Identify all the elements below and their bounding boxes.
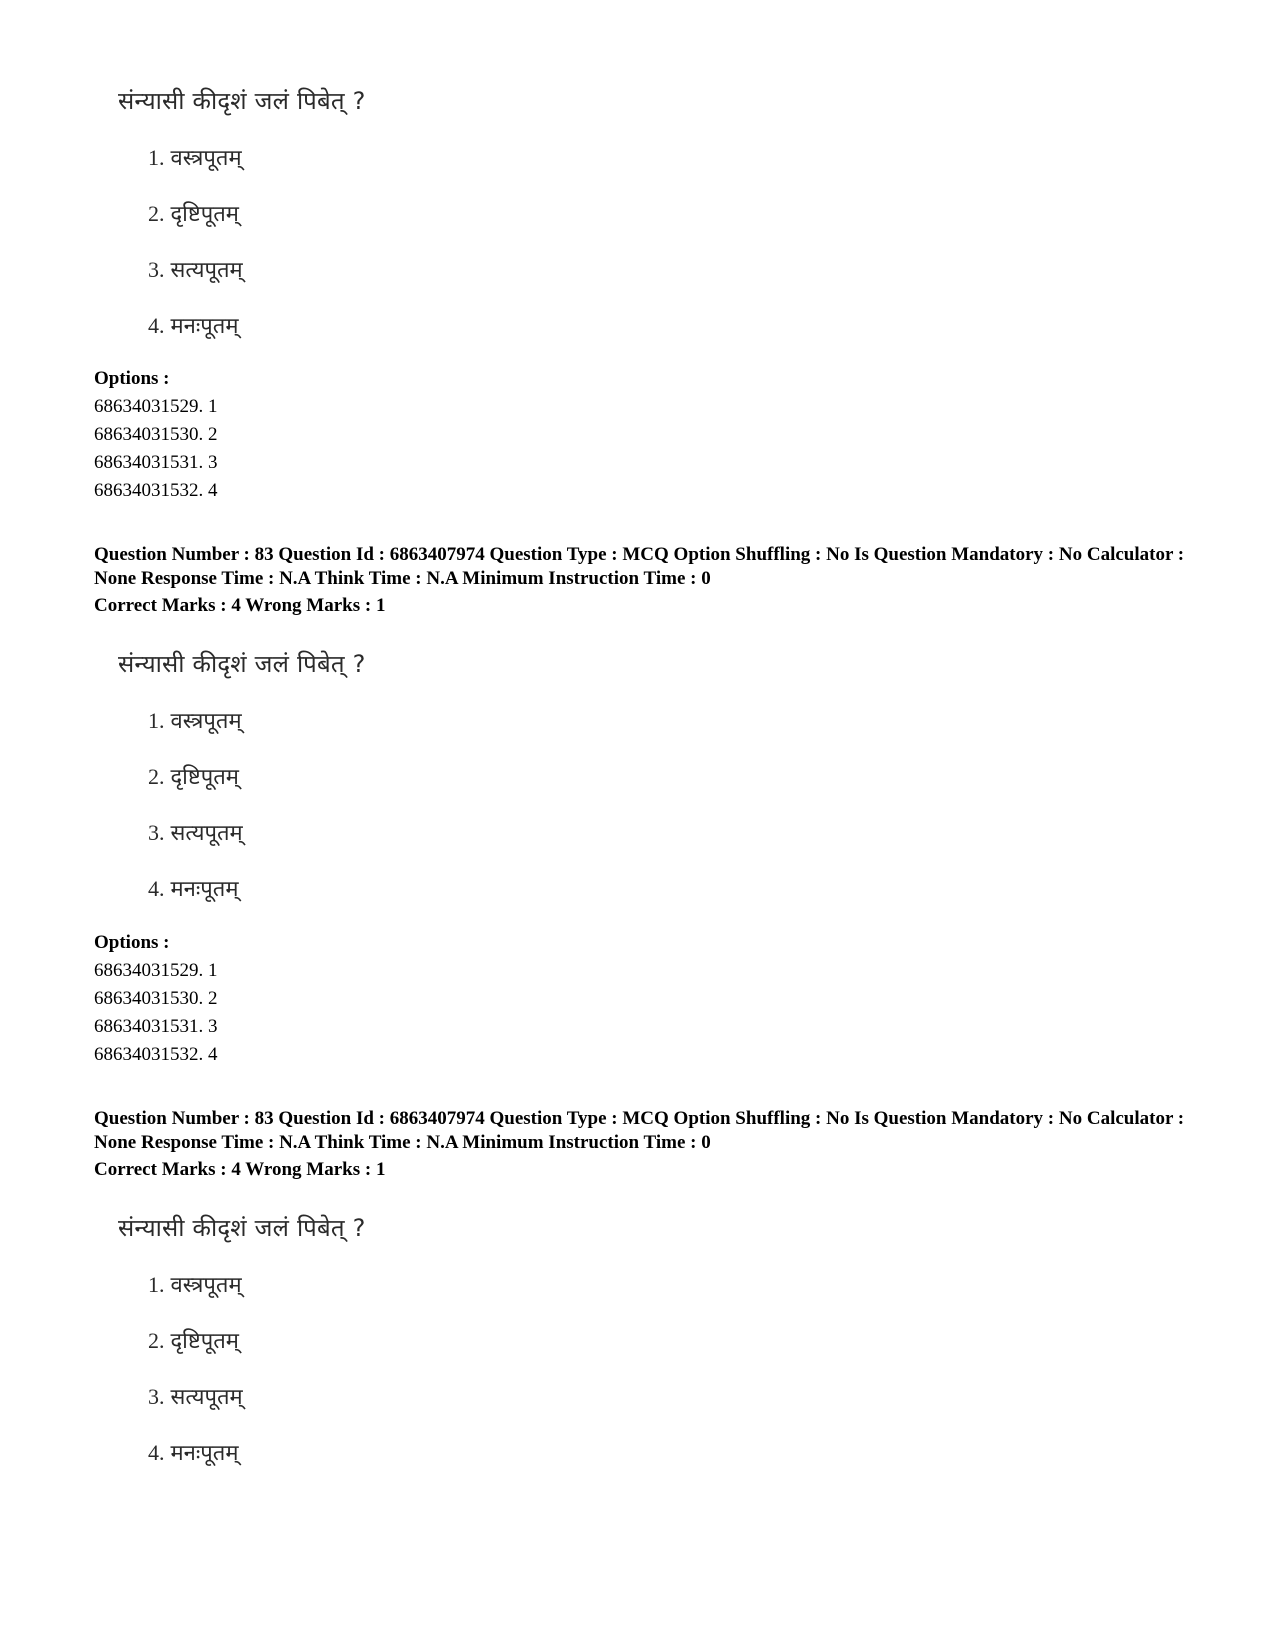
question-choice-2	[148, 761, 239, 791]
choice-number: 2.	[148, 1328, 165, 1353]
options-heading: Options :	[94, 932, 170, 953]
choice-text: सत्यपूतम्	[170, 258, 243, 283]
choice-number: 3.	[148, 257, 165, 282]
question-meta: Question Number : 83 Question Id : 6863407974 Question Type : MCQ Option Shuffling : No Is Question Mandatory : No Calculator : None Response Time : N.A Think Time : N.A Minimum Instruction Time : 0	[94, 544, 1185, 589]
question-choice-3	[148, 1381, 243, 1411]
question-marks: Correct Marks : 4 Wrong Marks : 1	[94, 595, 386, 616]
question-meta: Question Number : 83 Question Id : 6863407974 Question Type : MCQ Option Shuffling : No Is Question Mandatory : No Calculator : None Response Time : N.A Think Time : N.A Minimum Instruction Time : 0	[94, 1108, 1185, 1153]
option-id-line: 68634031530. 2	[94, 988, 218, 1009]
question-choice-2	[148, 1325, 239, 1355]
options-heading: Options :	[94, 368, 170, 389]
choice-number: 1.	[148, 1272, 165, 1297]
choice-number: 4.	[148, 876, 165, 901]
question-choice-4	[148, 1437, 239, 1467]
question-choice-3	[148, 817, 243, 847]
option-id-line: 68634031531. 3	[94, 1016, 218, 1037]
choice-text: मनःपूतम्	[170, 314, 239, 339]
choice-number: 3.	[148, 820, 165, 845]
question-choice-4	[148, 873, 239, 903]
choice-number: 4.	[148, 1440, 165, 1465]
question-stem: संन्यासी कीदृशं जलं पिबेत् ?	[118, 1214, 366, 1242]
choice-text: दृष्टिपूतम्	[170, 202, 239, 227]
choice-number: 4.	[148, 313, 165, 338]
question-marks: Correct Marks : 4 Wrong Marks : 1	[94, 1159, 386, 1180]
choice-text: वस्त्रपूतम्	[170, 709, 242, 734]
choice-number: 1.	[148, 145, 165, 170]
choice-text: दृष्टिपूतम्	[170, 765, 239, 790]
choice-number: 2.	[148, 764, 165, 789]
choice-number: 2.	[148, 201, 165, 226]
question-stem: संन्यासी कीदृशं जलं पिबेत् ?	[118, 87, 366, 115]
choice-text: वस्त्रपूतम्	[170, 146, 242, 171]
choice-number: 1.	[148, 708, 165, 733]
choice-text: मनःपूतम्	[170, 877, 239, 902]
choice-text: सत्यपूतम्	[170, 821, 243, 846]
option-id-line: 68634031529. 1	[94, 396, 218, 417]
option-id-line: 68634031532. 4	[94, 480, 218, 501]
question-choice-4	[148, 310, 239, 340]
choice-number: 3.	[148, 1384, 165, 1409]
option-id-line: 68634031532. 4	[94, 1044, 218, 1065]
option-id-line: 68634031529. 1	[94, 960, 218, 981]
question-stem: संन्यासी कीदृशं जलं पिबेत् ?	[118, 650, 366, 678]
option-id-line: 68634031530. 2	[94, 424, 218, 445]
question-choice-1	[148, 1269, 242, 1299]
choice-text: वस्त्रपूतम्	[170, 1273, 242, 1298]
choice-text: मनःपूतम्	[170, 1441, 239, 1466]
question-choice-1	[148, 705, 242, 735]
option-id-line: 68634031531. 3	[94, 452, 218, 473]
question-choice-3	[148, 254, 243, 284]
choice-text: सत्यपूतम्	[170, 1385, 243, 1410]
choice-text: दृष्टिपूतम्	[170, 1329, 239, 1354]
question-choice-1	[148, 142, 242, 172]
question-choice-2	[148, 198, 239, 228]
